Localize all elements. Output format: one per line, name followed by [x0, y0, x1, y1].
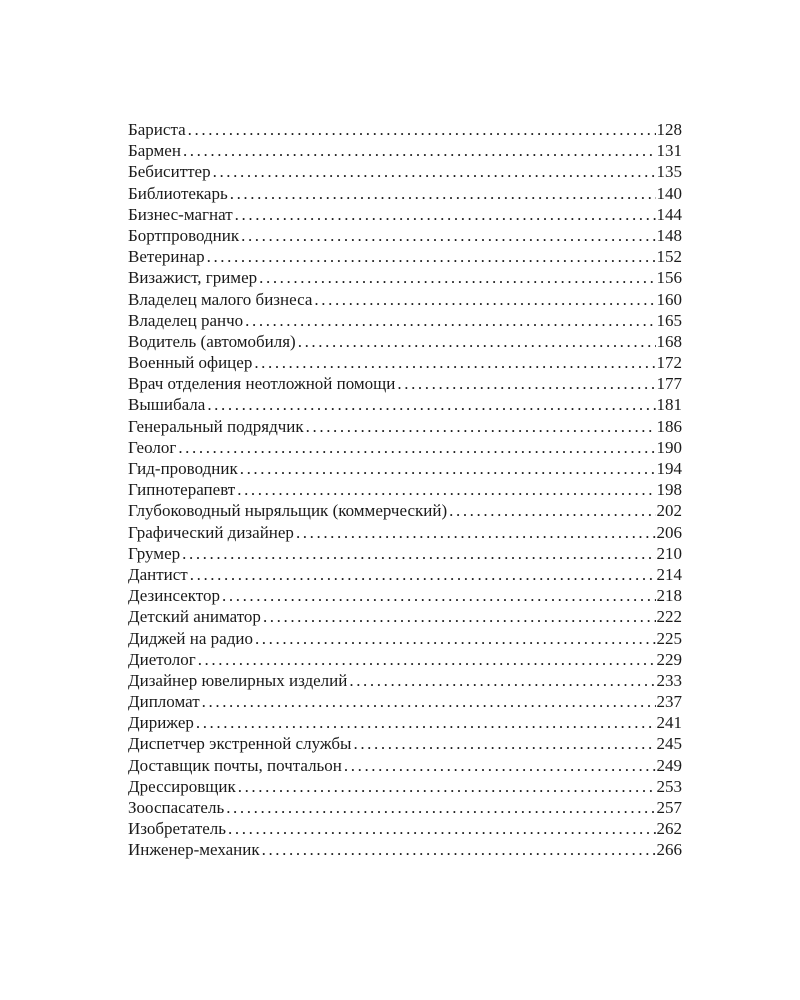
toc-dot-leader: [353, 733, 655, 754]
toc-page-number: 152: [656, 247, 682, 267]
toc-entry: [128, 352, 682, 373]
toc-entry-title: Диспетчер экстренной службы: [128, 734, 352, 754]
toc-entry: [128, 628, 682, 649]
toc-dot-leader: [263, 606, 656, 627]
toc-page-number: 128: [656, 120, 682, 139]
toc-page-number: 266: [656, 840, 682, 860]
toc-entry-title: Бариста: [128, 120, 186, 139]
toc-entry-title: Ветеринар: [128, 247, 205, 267]
toc-page-number: 186: [656, 416, 682, 436]
toc-entry-title: Военный офицер: [128, 353, 253, 373]
toc-entry: [128, 119, 682, 140]
toc-page-number: 222: [656, 607, 682, 627]
toc-entry: [128, 204, 682, 225]
toc-dot-leader: [314, 289, 655, 310]
toc-page-number: 206: [656, 522, 682, 542]
toc-entry-title: Диетолог: [128, 649, 196, 669]
toc-entry-title: Гипнотерапевт: [128, 480, 236, 500]
toc-page-number: 241: [656, 713, 682, 733]
toc-dot-leader: [235, 204, 656, 225]
toc-dot-leader: [238, 776, 656, 797]
toc-entry: [128, 522, 682, 543]
toc-entry: [128, 649, 682, 670]
toc-page-number: 194: [656, 459, 682, 478]
toc-dot-leader: [237, 479, 655, 500]
toc-dot-leader: [198, 649, 656, 670]
toc-entry-title: Бизнес-магнат: [128, 204, 233, 224]
table-of-contents: [128, 119, 682, 861]
toc-entry: [128, 267, 682, 288]
toc-entry-title: Доставщик почты, почтальон: [128, 755, 342, 775]
toc-page-number: 262: [656, 819, 682, 839]
toc-page-number: 249: [656, 755, 682, 775]
toc-entry-title: Дезинсектор: [128, 586, 221, 606]
toc-entry-title: Бортпроводник: [128, 225, 240, 245]
toc-entry-title: Визажист, гример: [128, 268, 258, 288]
toc-dot-leader: [222, 585, 655, 606]
toc-entry: [128, 161, 682, 182]
toc-page-number: 135: [656, 162, 682, 182]
toc-dot-leader: [344, 755, 656, 776]
toc-page-number: 233: [656, 670, 682, 690]
toc-entry-title: Водитель (автомобиля): [128, 331, 296, 351]
toc-entry-title: Бебиситтер: [128, 162, 211, 182]
toc-page-number: 225: [656, 628, 682, 648]
toc-entry: [128, 394, 682, 415]
toc-page-number: 190: [656, 437, 682, 457]
toc-dot-leader: [230, 183, 656, 204]
toc-entry: [128, 776, 682, 797]
toc-entry-title: Библиотекарь: [128, 183, 228, 203]
toc-entry-title: Дрессировщик: [128, 776, 236, 796]
toc-dot-leader: [349, 670, 655, 691]
toc-page-number: 214: [656, 564, 682, 584]
toc-page-number: 245: [656, 734, 682, 754]
toc-entry: [128, 500, 682, 521]
toc-entry: [128, 670, 682, 691]
toc-page-number: 144: [656, 204, 682, 224]
toc-dot-leader: [262, 839, 656, 860]
toc-dot-leader: [296, 522, 656, 543]
toc-entry-title: Зооспасатель: [128, 798, 225, 817]
toc-entry: [128, 585, 682, 606]
toc-dot-leader: [207, 246, 656, 267]
toc-entry: [128, 373, 682, 394]
toc-entry-title: Изобретатель: [128, 819, 227, 839]
toc-page-number: 198: [656, 480, 682, 500]
toc-page-number: 257: [656, 798, 682, 817]
toc-dot-leader: [188, 119, 656, 140]
toc-dot-leader: [228, 818, 655, 839]
toc-entry: [128, 606, 682, 627]
toc-entry: [128, 140, 682, 161]
toc-entry: [128, 564, 682, 585]
toc-entry-title: Инженер-механик: [128, 840, 260, 860]
toc-page-number: 177: [656, 374, 682, 394]
toc-entry-title: Бармен: [128, 141, 181, 161]
toc-entry: [128, 543, 682, 564]
toc-dot-leader: [202, 691, 656, 712]
toc-entry: [128, 183, 682, 204]
toc-page-number: 168: [656, 331, 682, 351]
toc-entry-title: Графический дизайнер: [128, 522, 294, 542]
toc-dot-leader: [196, 712, 656, 733]
toc-entry-title: Гид-проводник: [128, 459, 238, 478]
toc-entry: [128, 225, 682, 246]
toc-dot-leader: [183, 140, 656, 161]
toc-entry: [128, 818, 682, 839]
toc-page-number: 172: [656, 353, 682, 373]
toc-dot-leader: [190, 564, 656, 585]
toc-page-number: 210: [656, 543, 682, 563]
toc-entry-title: Дипломат: [128, 692, 200, 712]
toc-dot-leader: [397, 373, 655, 394]
toc-entry-title: Геолог: [128, 437, 177, 457]
toc-entry: [128, 691, 682, 712]
toc-page-number: 140: [656, 183, 682, 203]
toc-dot-leader: [306, 416, 656, 437]
toc-entry-title: Детский аниматор: [128, 607, 261, 627]
toc-entry: [128, 416, 682, 437]
toc-entry-title: Диджей на радио: [128, 628, 253, 648]
toc-page-number: 160: [656, 289, 682, 309]
toc-dot-leader: [298, 331, 656, 352]
toc-page-number: 237: [656, 692, 682, 712]
toc-entry: [128, 310, 682, 331]
toc-entry: [128, 246, 682, 267]
toc-page-number: 156: [656, 268, 682, 288]
toc-page-number: 253: [656, 776, 682, 796]
toc-dot-leader: [254, 352, 655, 373]
toc-entry: [128, 733, 682, 754]
toc-entry: [128, 331, 682, 352]
toc-entry-title: Врач отделения неотложной помощи: [128, 374, 396, 394]
toc-entry: [128, 755, 682, 776]
toc-dot-leader: [207, 394, 655, 415]
toc-dot-leader: [241, 225, 655, 246]
toc-dot-leader: [255, 628, 656, 649]
toc-dot-leader: [213, 161, 656, 182]
toc-page-number: 148: [656, 225, 682, 245]
toc-page-number: 181: [656, 395, 682, 415]
toc-dot-leader: [178, 437, 655, 458]
toc-page-number: 229: [656, 649, 682, 669]
toc-entry: [128, 797, 682, 818]
toc-entry-title: Дантист: [128, 564, 188, 584]
toc-entry-title: Генеральный подрядчик: [128, 416, 304, 436]
toc-entry-title: Вышибала: [128, 395, 206, 415]
toc-dot-leader: [226, 797, 655, 818]
toc-entry-title: Грумер: [128, 543, 181, 563]
toc-page-number: 202: [656, 501, 682, 521]
toc-entry: [128, 839, 682, 860]
toc-entry: [128, 479, 682, 500]
toc-entry-title: Владелец малого бизнеса: [128, 289, 313, 309]
toc-entry: [128, 289, 682, 310]
toc-entry: [128, 458, 682, 479]
toc-entry-title: Дизайнер ювелирных изделий: [128, 670, 348, 690]
toc-entry-title: Владелец ранчо: [128, 310, 244, 330]
toc-entry: [128, 437, 682, 458]
toc-page-number: 218: [656, 586, 682, 606]
toc-dot-leader: [449, 500, 655, 521]
toc-dot-leader: [240, 458, 656, 479]
toc-page-number: 131: [656, 141, 682, 161]
toc-dot-leader: [259, 267, 655, 288]
toc-dot-leader: [182, 543, 655, 564]
toc-entry-title: Дирижер: [128, 713, 194, 733]
toc-page-number: 165: [656, 310, 682, 330]
toc-entry-title: Глубоководный ныряльщик (коммерческий): [128, 501, 448, 521]
toc-dot-leader: [245, 310, 655, 331]
toc-entry: [128, 712, 682, 733]
